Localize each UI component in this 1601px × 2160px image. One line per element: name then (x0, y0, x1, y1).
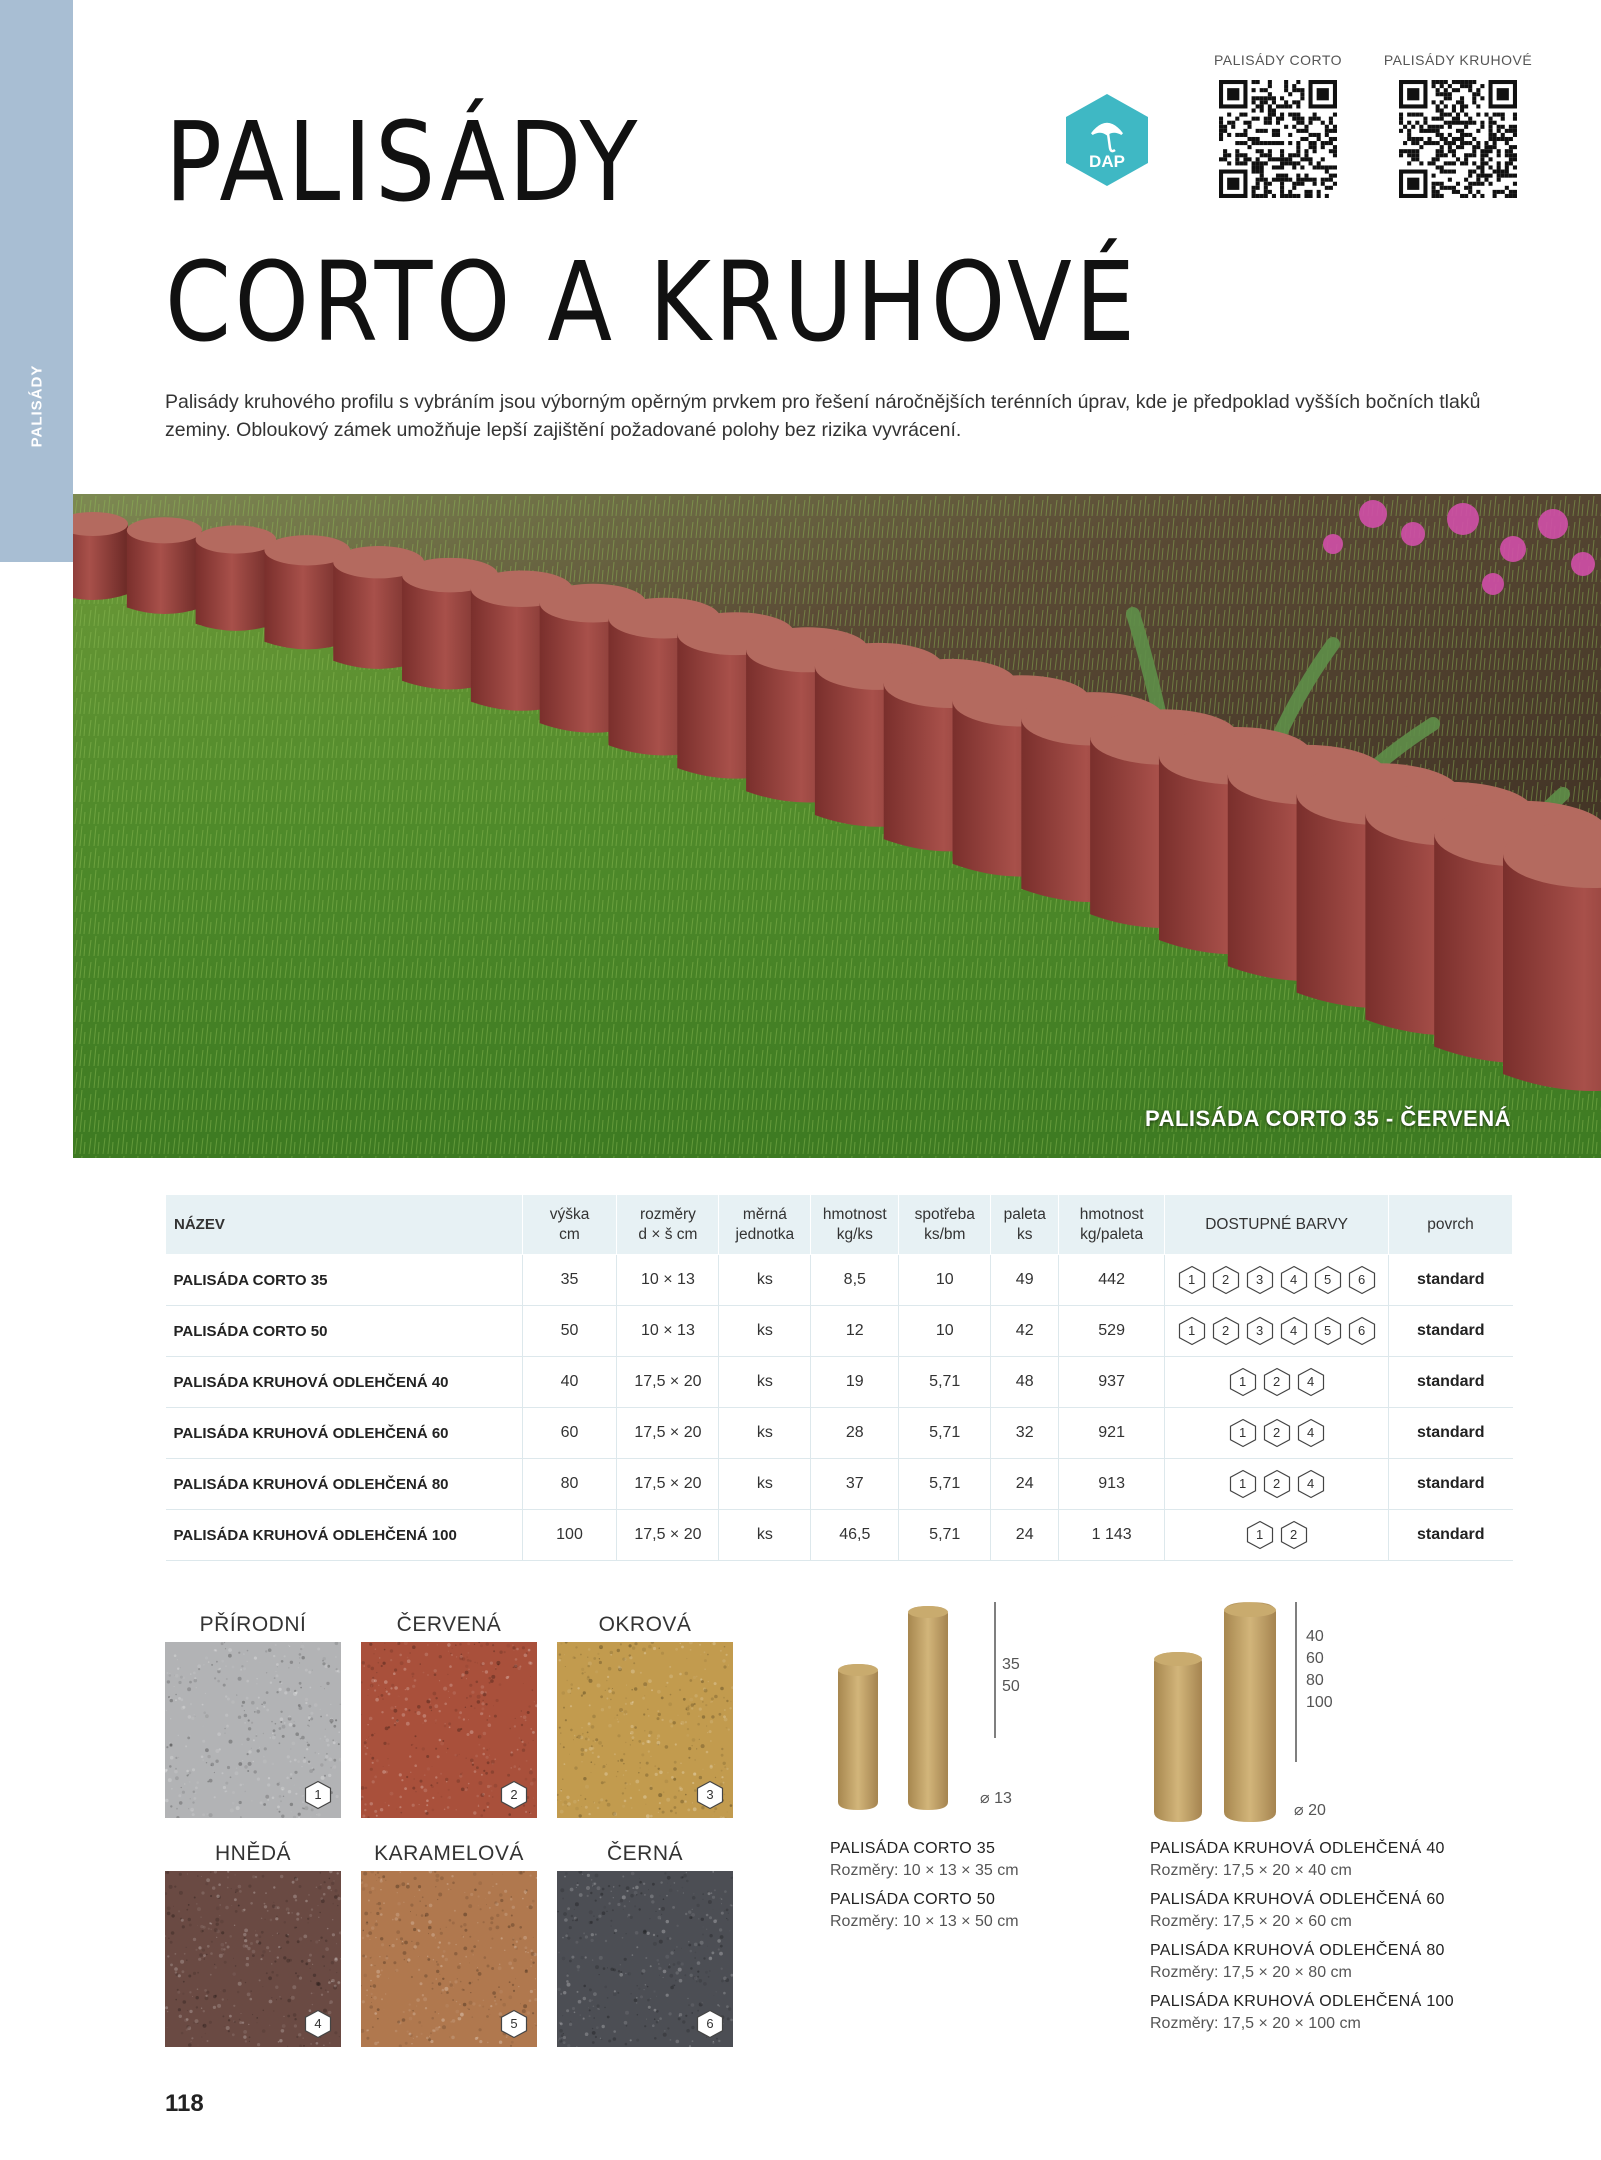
cell-surface: standard (1389, 1255, 1513, 1306)
color-number: 2 (1272, 1374, 1281, 1389)
swatch-cervena (361, 1608, 537, 1818)
color-hex-badge (1211, 1265, 1241, 1295)
cell-colors (1165, 1408, 1389, 1459)
cell-usage: 5,71 (899, 1459, 991, 1510)
cell-weight: 12 (811, 1306, 899, 1357)
color-number: 3 (1255, 1323, 1264, 1338)
cell-pallet-weight: 937 (1059, 1357, 1165, 1408)
cell-unit: ks (719, 1408, 811, 1459)
swatch-number-badge (695, 2009, 725, 2039)
cell-pallet: 32 (991, 1408, 1059, 1459)
cell-colors (1165, 1459, 1389, 1510)
color-number: 2 (1221, 1272, 1230, 1287)
product-name: PALISÁDA KRUHOVÁ ODLEHČENÁ 100 (1150, 1993, 1454, 2010)
list-item (1150, 1991, 1490, 2035)
kruhova-product-list (1150, 1838, 1490, 2042)
cell-pallet-weight: 921 (1059, 1408, 1165, 1459)
table-row (166, 1357, 1513, 1408)
swatch-number: 6 (706, 2016, 714, 2031)
color-number: 2 (1221, 1323, 1230, 1338)
swatch-number: 5 (510, 2016, 518, 2031)
swatch-texture (361, 1871, 537, 2047)
cell-height: 35 (522, 1255, 617, 1306)
swatch-label: KARAMELOVÁ (374, 1842, 524, 1865)
intro-paragraph: Palisády kruhového profilu s vybráním jsou výborným opěrným prvkem pro řešení náročnějších terénních úprav, kde je předpoklad vyšších bočních tlaků zeminy. Obloukový zámek umožňuje lepší zajištění požadované polohy bez rizika vyvrácení. (165, 391, 1481, 441)
color-hex-badge (1279, 1520, 1309, 1550)
cell-height: 80 (522, 1459, 617, 1510)
color-number: 2 (1272, 1425, 1281, 1440)
swatch-number: 3 (706, 1787, 714, 1802)
swatch-karamelova (361, 1837, 537, 2047)
cell-weight: 8,5 (811, 1255, 899, 1306)
swatch-texture (165, 1871, 341, 2047)
title-line-2: CORTO A KRUHOVÉ (165, 238, 1139, 366)
color-number: 1 (1187, 1272, 1196, 1287)
color-number: 4 (1306, 1425, 1315, 1440)
cell-surface: standard (1389, 1306, 1513, 1357)
cell-dims: 17,5 × 20 (617, 1357, 719, 1408)
color-hex-badge (1313, 1265, 1343, 1295)
dap-badge-text: DAP (1089, 152, 1125, 171)
product-size: Rozměry: 10 × 13 × 50 cm (830, 1913, 1019, 1930)
cell-name: PALISÁDA KRUHOVÁ ODLEHČENÁ 60 (166, 1408, 523, 1459)
table-row (166, 1306, 1513, 1357)
cell-usage: 10 (899, 1306, 991, 1357)
color-number: 4 (1306, 1374, 1315, 1389)
cell-weight: 19 (811, 1357, 899, 1408)
swatch-number-badge (499, 1780, 529, 1810)
color-hex-badge (1296, 1418, 1326, 1448)
color-number: 2 (1289, 1527, 1298, 1542)
color-number: 4 (1306, 1476, 1315, 1491)
cell-unit: ks (719, 1459, 811, 1510)
corto-diameter: ⌀ 13 (980, 1790, 1012, 1807)
corto-height-50: 50 (1002, 1678, 1020, 1695)
cell-height: 40 (522, 1357, 617, 1408)
swatch-okrova (557, 1608, 733, 1818)
swatch-texture (165, 1642, 341, 1818)
color-hex-badge (1245, 1265, 1275, 1295)
dap-badge (1064, 92, 1150, 188)
cell-surface: standard (1389, 1408, 1513, 1459)
swatch-number: 2 (510, 1787, 518, 1802)
product-size: Rozměry: 10 × 13 × 35 cm (830, 1862, 1019, 1879)
cell-surface: standard (1389, 1510, 1513, 1561)
color-hex-badge (1262, 1469, 1292, 1499)
list-item (830, 1838, 1130, 1882)
table-row (166, 1255, 1513, 1306)
swatch-label: PŘÍRODNÍ (199, 1613, 307, 1636)
swatch-number-badge (303, 1780, 333, 1810)
kruhova-height-40: 40 (1306, 1628, 1324, 1645)
cell-weight: 37 (811, 1459, 899, 1510)
list-item (830, 1889, 1130, 1933)
cell-weight: 46,5 (811, 1510, 899, 1561)
cell-height: 50 (522, 1306, 617, 1357)
table-row (166, 1408, 1513, 1459)
product-name: PALISÁDA KRUHOVÁ ODLEHČENÁ 60 (1150, 1891, 1445, 1908)
corto-illustration (830, 1602, 1030, 1822)
kruhova-height-80: 80 (1306, 1672, 1324, 1689)
table-row (166, 1510, 1513, 1561)
col-header-usage: spotřeba ks/bm (899, 1195, 991, 1255)
cell-pallet-weight: 442 (1059, 1255, 1165, 1306)
swatch-number-badge (303, 2009, 333, 2039)
col-header-pallet: paleta ks (991, 1195, 1059, 1255)
cell-unit: ks (719, 1357, 811, 1408)
kruhova-height-60: 60 (1306, 1650, 1324, 1667)
cell-pallet-weight: 913 (1059, 1459, 1165, 1510)
corto-product-list (830, 1838, 1130, 1940)
cell-name: PALISÁDA KRUHOVÁ ODLEHČENÁ 100 (166, 1510, 523, 1561)
qr-label-kruhove: PALISÁDY KRUHOVÉ (1383, 52, 1533, 68)
list-item (1150, 1889, 1490, 1933)
color-hex-badge (1177, 1265, 1207, 1295)
col-header-weight: hmotnost kg/ks (811, 1195, 899, 1255)
color-number: 4 (1289, 1272, 1298, 1287)
color-number: 5 (1323, 1272, 1332, 1287)
cell-surface: standard (1389, 1357, 1513, 1408)
cell-unit: ks (719, 1306, 811, 1357)
swatch-hneda (165, 1837, 341, 2047)
product-name: PALISÁDA CORTO 35 (830, 1840, 996, 1857)
photo-caption: PALISÁDA CORTO 35 - ČERVENÁ (1145, 1106, 1511, 1131)
cell-pallet: 24 (991, 1459, 1059, 1510)
cell-height: 60 (522, 1408, 617, 1459)
kruhova-height-100: 100 (1306, 1694, 1333, 1711)
product-size: Rozměry: 17,5 × 20 × 60 cm (1150, 1913, 1352, 1930)
swatch-number: 1 (314, 1787, 322, 1802)
cell-pallet: 49 (991, 1255, 1059, 1306)
color-hex-badge (1211, 1316, 1241, 1346)
swatch-cerna (557, 1837, 733, 2047)
swatch-prirodni (165, 1608, 341, 1818)
color-number: 4 (1289, 1323, 1298, 1338)
cell-colors (1165, 1357, 1389, 1408)
color-hex-badge (1313, 1316, 1343, 1346)
swatch-texture (557, 1642, 733, 1818)
color-number: 1 (1255, 1527, 1264, 1542)
color-number: 1 (1238, 1374, 1247, 1389)
col-header-dims: rozměry d × š cm (617, 1195, 719, 1255)
color-hex-badge (1228, 1469, 1258, 1499)
color-hex-badge (1262, 1418, 1292, 1448)
list-item (1150, 1940, 1490, 1984)
swatch-label: OKROVÁ (598, 1613, 692, 1636)
color-number: 5 (1323, 1323, 1332, 1338)
cell-pallet: 24 (991, 1510, 1059, 1561)
col-header-pallet-weight: hmotnost kg/paleta (1059, 1195, 1165, 1255)
col-header-surface: povrch (1389, 1195, 1513, 1255)
product-size: Rozměry: 17,5 × 20 × 80 cm (1150, 1964, 1352, 1981)
swatch-number-badge (695, 1780, 725, 1810)
col-header-name: NÁZEV (166, 1195, 523, 1255)
cell-unit: ks (719, 1255, 811, 1306)
cell-usage: 10 (899, 1255, 991, 1306)
cell-weight: 28 (811, 1408, 899, 1459)
col-header-colors: DOSTUPNÉ BARVY (1165, 1195, 1389, 1255)
product-size: Rozměry: 17,5 × 20 × 40 cm (1150, 1862, 1352, 1879)
swatch-number: 4 (314, 2016, 322, 2031)
color-number: 6 (1357, 1323, 1366, 1338)
col-header-unit: měrná jednotka (719, 1195, 811, 1255)
color-hex-badge (1347, 1265, 1377, 1295)
qr-block-kruhove (1378, 52, 1538, 203)
color-hex-badge (1347, 1316, 1377, 1346)
table-header-row (166, 1195, 1513, 1255)
col-header-height: výška cm (522, 1195, 617, 1255)
cell-pallet: 48 (991, 1357, 1059, 1408)
color-hex-badge (1245, 1316, 1275, 1346)
color-number: 3 (1255, 1272, 1264, 1287)
qr-code-icon[interactable] (1399, 80, 1517, 198)
cell-colors (1165, 1255, 1389, 1306)
cell-dims: 17,5 × 20 (617, 1510, 719, 1561)
cell-dims: 17,5 × 20 (617, 1408, 719, 1459)
swatch-label: HNĚDÁ (214, 1842, 291, 1865)
cell-name: PALISÁDA CORTO 50 (166, 1306, 523, 1357)
cell-colors (1165, 1510, 1389, 1561)
color-hex-badge (1228, 1367, 1258, 1397)
color-hex-badge (1262, 1367, 1292, 1397)
color-hex-badge (1177, 1316, 1207, 1346)
product-photo (73, 494, 1601, 1158)
cell-pallet-weight: 1 143 (1059, 1510, 1165, 1561)
swatch-label: ČERVENÁ (396, 1613, 502, 1636)
cell-pallet-weight: 529 (1059, 1306, 1165, 1357)
cell-dims: 17,5 × 20 (617, 1459, 719, 1510)
swatch-texture (361, 1642, 537, 1818)
table-row (166, 1459, 1513, 1510)
color-number: 1 (1238, 1425, 1247, 1440)
side-tab (0, 0, 73, 562)
cell-height: 100 (522, 1510, 617, 1561)
list-item (1150, 1838, 1490, 1882)
product-name: PALISÁDA KRUHOVÁ ODLEHČENÁ 40 (1150, 1840, 1445, 1857)
cell-name: PALISÁDA CORTO 35 (166, 1255, 523, 1306)
color-hex-badge (1245, 1520, 1275, 1550)
cell-pallet: 42 (991, 1306, 1059, 1357)
qr-block-corto (1198, 52, 1358, 203)
kruhova-diameter: ⌀ 20 (1294, 1802, 1326, 1819)
cell-dims: 10 × 13 (617, 1306, 719, 1357)
color-number: 1 (1238, 1476, 1247, 1491)
cell-name: PALISÁDA KRUHOVÁ ODLEHČENÁ 80 (166, 1459, 523, 1510)
color-number: 2 (1272, 1476, 1281, 1491)
color-hex-badge (1296, 1469, 1326, 1499)
cell-surface: standard (1389, 1459, 1513, 1510)
swatch-label: ČERNÁ (606, 1842, 683, 1865)
corto-height-35: 35 (1002, 1656, 1020, 1673)
cell-usage: 5,71 (899, 1357, 991, 1408)
qr-label-corto: PALISÁDY CORTO (1213, 52, 1343, 68)
cell-dims: 10 × 13 (617, 1255, 719, 1306)
color-hex-badge (1279, 1265, 1309, 1295)
swatch-number-badge (499, 2009, 529, 2039)
cell-unit: ks (719, 1510, 811, 1561)
color-number: 6 (1357, 1272, 1366, 1287)
page-number: 118 (165, 2090, 204, 2117)
product-name: PALISÁDA CORTO 50 (830, 1891, 996, 1908)
title-line-1: PALISÁDY (165, 98, 641, 226)
color-hex-badge (1296, 1367, 1326, 1397)
product-table (165, 1194, 1513, 1561)
color-hex-badge (1279, 1316, 1309, 1346)
qr-code-icon[interactable] (1219, 80, 1337, 198)
swatch-texture (557, 1871, 733, 2047)
cell-usage: 5,71 (899, 1510, 991, 1561)
product-size: Rozměry: 17,5 × 20 × 100 cm (1150, 2015, 1361, 2032)
side-tab-label: PALISÁDY (28, 364, 46, 448)
cell-name: PALISÁDA KRUHOVÁ ODLEHČENÁ 40 (166, 1357, 523, 1408)
color-number: 1 (1187, 1323, 1196, 1338)
cell-usage: 5,71 (899, 1408, 991, 1459)
product-name: PALISÁDA KRUHOVÁ ODLEHČENÁ 80 (1150, 1942, 1445, 1959)
cell-colors (1165, 1306, 1389, 1357)
kruhova-illustration (1150, 1602, 1370, 1832)
color-hex-badge (1228, 1418, 1258, 1448)
